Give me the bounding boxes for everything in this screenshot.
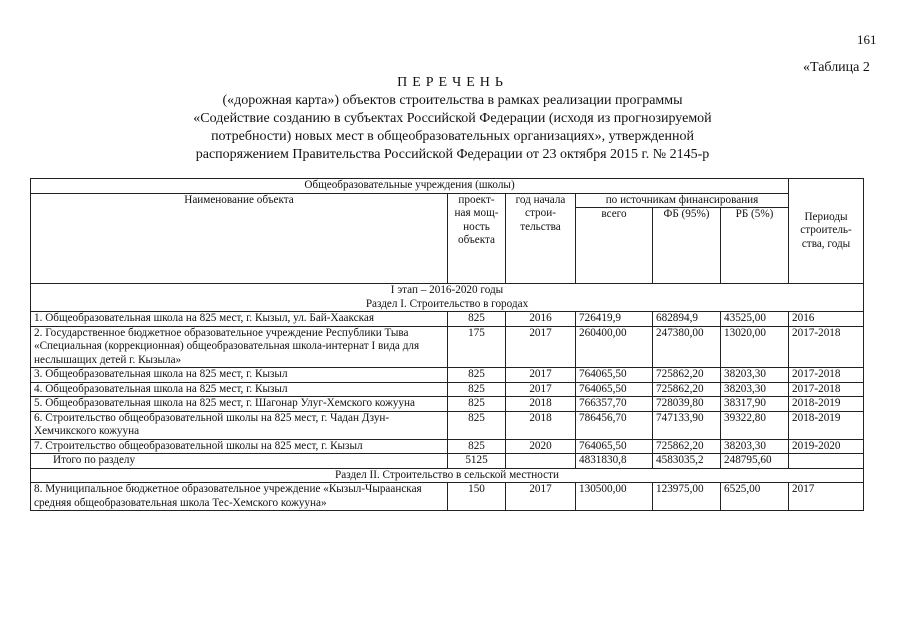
period-cell: 2017-2018 bbox=[789, 326, 864, 368]
funding-header: по источникам финансирования bbox=[576, 193, 789, 208]
capacity-cell: 825 bbox=[448, 397, 506, 412]
heading-line: «Содействие созданию в субъектах Российской Федерации (исходя из прогнозируемой bbox=[193, 111, 712, 126]
rb-cell: 39322,80 bbox=[721, 411, 789, 439]
start-year-cell: 2017 bbox=[506, 368, 576, 383]
heading-line: («дорожная карта») объектов строительства в рамках реализации программы bbox=[222, 93, 683, 108]
object-name-cell: 2. Государственное бюджетное образовательное учреждение Республики Тыва «Специальная (коррекционная) общеобразовательная школа-интернат I вида для неслышащих детей г. Кызыла» bbox=[31, 326, 448, 368]
fb-cell: 725862,20 bbox=[653, 382, 721, 397]
start-year-cell: 2017 bbox=[506, 382, 576, 397]
period-cell: 2018-2019 bbox=[789, 411, 864, 439]
rb-cell: 38203,30 bbox=[721, 368, 789, 383]
group-header-row bbox=[31, 179, 864, 194]
rb-cell: 43525,00 bbox=[721, 312, 789, 327]
rb-cell: 38203,30 bbox=[721, 382, 789, 397]
capacity-cell: 825 bbox=[448, 382, 506, 397]
table-reference: «Таблица 2 bbox=[803, 60, 870, 75]
capacity-cell: 825 bbox=[448, 439, 506, 454]
period-cell bbox=[789, 454, 864, 469]
period-cell: 2017-2018 bbox=[789, 382, 864, 397]
table-row bbox=[31, 483, 864, 511]
name-header: Наименование объекта bbox=[31, 193, 448, 284]
section-title: Раздел II. Строительство в сельской местности bbox=[31, 468, 864, 483]
start-year-cell: 2017 bbox=[506, 483, 576, 511]
table-row bbox=[31, 326, 864, 368]
fb-cell: 682894,9 bbox=[653, 312, 721, 327]
subtotal-row bbox=[31, 454, 864, 469]
start-year-cell: 2018 bbox=[506, 397, 576, 412]
fb-cell: 747133,90 bbox=[653, 411, 721, 439]
section-row bbox=[31, 468, 864, 483]
total-cell: 726419,9 bbox=[576, 312, 653, 327]
stage-label bbox=[31, 284, 864, 312]
column-header-row bbox=[31, 193, 864, 208]
table-row bbox=[31, 312, 864, 327]
capacity-cell: 150 bbox=[448, 483, 506, 511]
total-cell: 764065,50 bbox=[576, 382, 653, 397]
table-row bbox=[31, 411, 864, 439]
object-name-cell: 4. Общеобразовательная школа на 825 мест, г. Кызыл bbox=[31, 382, 448, 397]
start-year-cell bbox=[506, 454, 576, 469]
total-header: всего bbox=[576, 208, 653, 284]
capacity-cell: 825 bbox=[448, 312, 506, 327]
period-cell: 2016 bbox=[789, 312, 864, 327]
rb-cell: 248795,60 bbox=[721, 454, 789, 469]
stage-row bbox=[31, 284, 864, 312]
object-name-cell: Итого по разделу bbox=[31, 454, 448, 469]
period-cell: 2019-2020 bbox=[789, 439, 864, 454]
heading-line: распоряжением Правительства Российской Федерации от 23 октября 2015 г. № 2145-р bbox=[195, 147, 710, 162]
fb-cell: 4583035,2 bbox=[653, 454, 721, 469]
capacity-header: проект-ная мощ-ность объекта bbox=[448, 193, 506, 284]
capacity-cell: 825 bbox=[448, 368, 506, 383]
fb-cell: 123975,00 bbox=[653, 483, 721, 511]
total-cell: 786456,70 bbox=[576, 411, 653, 439]
period-cell: 2018-2019 bbox=[789, 397, 864, 412]
rb-cell: 38203,30 bbox=[721, 439, 789, 454]
total-cell: 4831830,8 bbox=[576, 454, 653, 469]
table-row bbox=[31, 368, 864, 383]
rb-cell: 6525,00 bbox=[721, 483, 789, 511]
start-year-cell: 2018 bbox=[506, 411, 576, 439]
total-cell: 764065,50 bbox=[576, 368, 653, 383]
fb-cell: 728039,80 bbox=[653, 397, 721, 412]
total-cell: 766357,70 bbox=[576, 397, 653, 412]
stage-title: I этап – 2016-2020 годы bbox=[390, 284, 504, 296]
capacity-cell: 5125 bbox=[448, 454, 506, 469]
period-cell: 2017-2018 bbox=[789, 368, 864, 383]
periods-header: Периоды строитель-ства, годы bbox=[789, 179, 864, 284]
rb-header: РБ (5%) bbox=[721, 208, 789, 284]
table-row bbox=[31, 439, 864, 454]
total-cell: 260400,00 bbox=[576, 326, 653, 368]
total-cell: 764065,50 bbox=[576, 439, 653, 454]
object-name-cell: 5. Общеобразовательная школа на 825 мест, г. Шагонар Улуг-Хемского кожууна bbox=[31, 397, 448, 412]
document-heading bbox=[160, 74, 745, 164]
capacity-cell: 825 bbox=[448, 411, 506, 439]
roadmap-table bbox=[30, 178, 864, 511]
rb-cell: 38317,90 bbox=[721, 397, 789, 412]
object-name-cell: 8. Муниципальное бюджетное образовательное учреждение «Кызыл-Чыраанская средняя общеобразовательная школа Тес-Хемского кожууна» bbox=[31, 483, 448, 511]
table-row bbox=[31, 382, 864, 397]
fb-cell: 725862,20 bbox=[653, 368, 721, 383]
rb-cell: 13020,00 bbox=[721, 326, 789, 368]
fb-cell: 725862,20 bbox=[653, 439, 721, 454]
total-cell: 130500,00 bbox=[576, 483, 653, 511]
object-name-cell: 7. Строительство общеобразовательной школы на 825 мест, г. Кызыл bbox=[31, 439, 448, 454]
year-header: год начала строи-тельства bbox=[506, 193, 576, 284]
group-header: Общеобразовательные учреждения (школы) bbox=[31, 179, 789, 194]
document-title: ПЕРЕЧЕНЬ bbox=[397, 75, 508, 90]
period-cell: 2017 bbox=[789, 483, 864, 511]
object-name-cell: 1. Общеобразовательная школа на 825 мест, г. Кызыл, ул. Бай-Хаакская bbox=[31, 312, 448, 327]
fb-cell: 247380,00 bbox=[653, 326, 721, 368]
page-number: 161 bbox=[857, 32, 877, 47]
heading-line: потребности) новых мест в общеобразовательных организациях», утвержденной bbox=[211, 129, 694, 144]
start-year-cell: 2017 bbox=[506, 326, 576, 368]
start-year-cell: 2016 bbox=[506, 312, 576, 327]
object-name-cell: 3. Общеобразовательная школа на 825 мест, г. Кызыл bbox=[31, 368, 448, 383]
object-name-cell: 6. Строительство общеобразовательной школы на 825 мест, г. Чадан Дзун-Хемчикского кожууна bbox=[31, 411, 448, 439]
section-title: Раздел I. Строительство в городах bbox=[365, 297, 529, 310]
capacity-cell: 175 bbox=[448, 326, 506, 368]
start-year-cell: 2020 bbox=[506, 439, 576, 454]
fb-header: ФБ (95%) bbox=[653, 208, 721, 284]
table-row bbox=[31, 397, 864, 412]
